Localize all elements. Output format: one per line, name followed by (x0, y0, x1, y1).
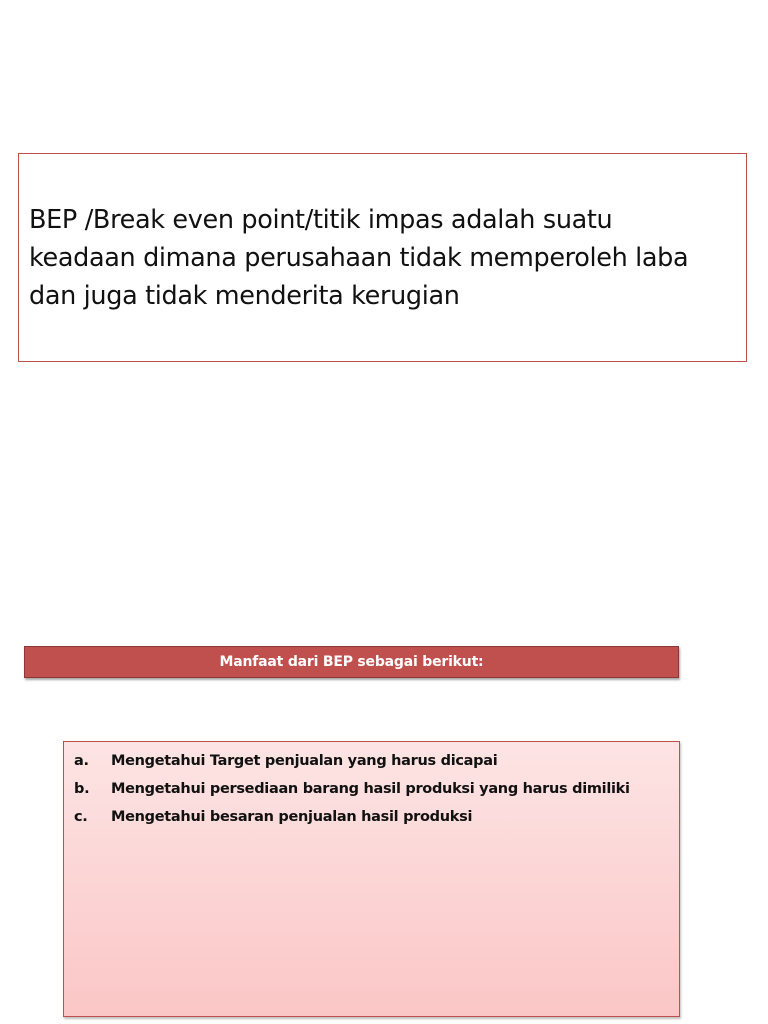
definition-text: BEP /Break even point/titik impas adalah suatu keadaan dimana perusahaan tidak memperoleh laba dan juga tidak menderita kerugian (29, 205, 689, 311)
list-item-marker: b. (74, 781, 90, 797)
list-item-marker: c. (74, 809, 88, 825)
benefits-list (74, 750, 664, 834)
list-item (74, 778, 664, 800)
definition-box (18, 153, 747, 362)
list-item (74, 750, 664, 772)
list-item-marker: a. (74, 753, 89, 769)
benefits-heading: Manfaat dari BEP sebagai berikut: (219, 654, 484, 670)
list-item-text: Mengetahui besaran penjualan hasil produksi (111, 809, 473, 825)
list-item-text: Mengetahui Target penjualan yang harus dicapai (111, 753, 498, 769)
benefits-heading-bar (24, 646, 679, 678)
benefits-list-box (63, 741, 680, 1017)
list-item (74, 806, 664, 828)
list-item-text: Mengetahui persediaan barang hasil produksi yang harus dimiliki (111, 781, 630, 797)
